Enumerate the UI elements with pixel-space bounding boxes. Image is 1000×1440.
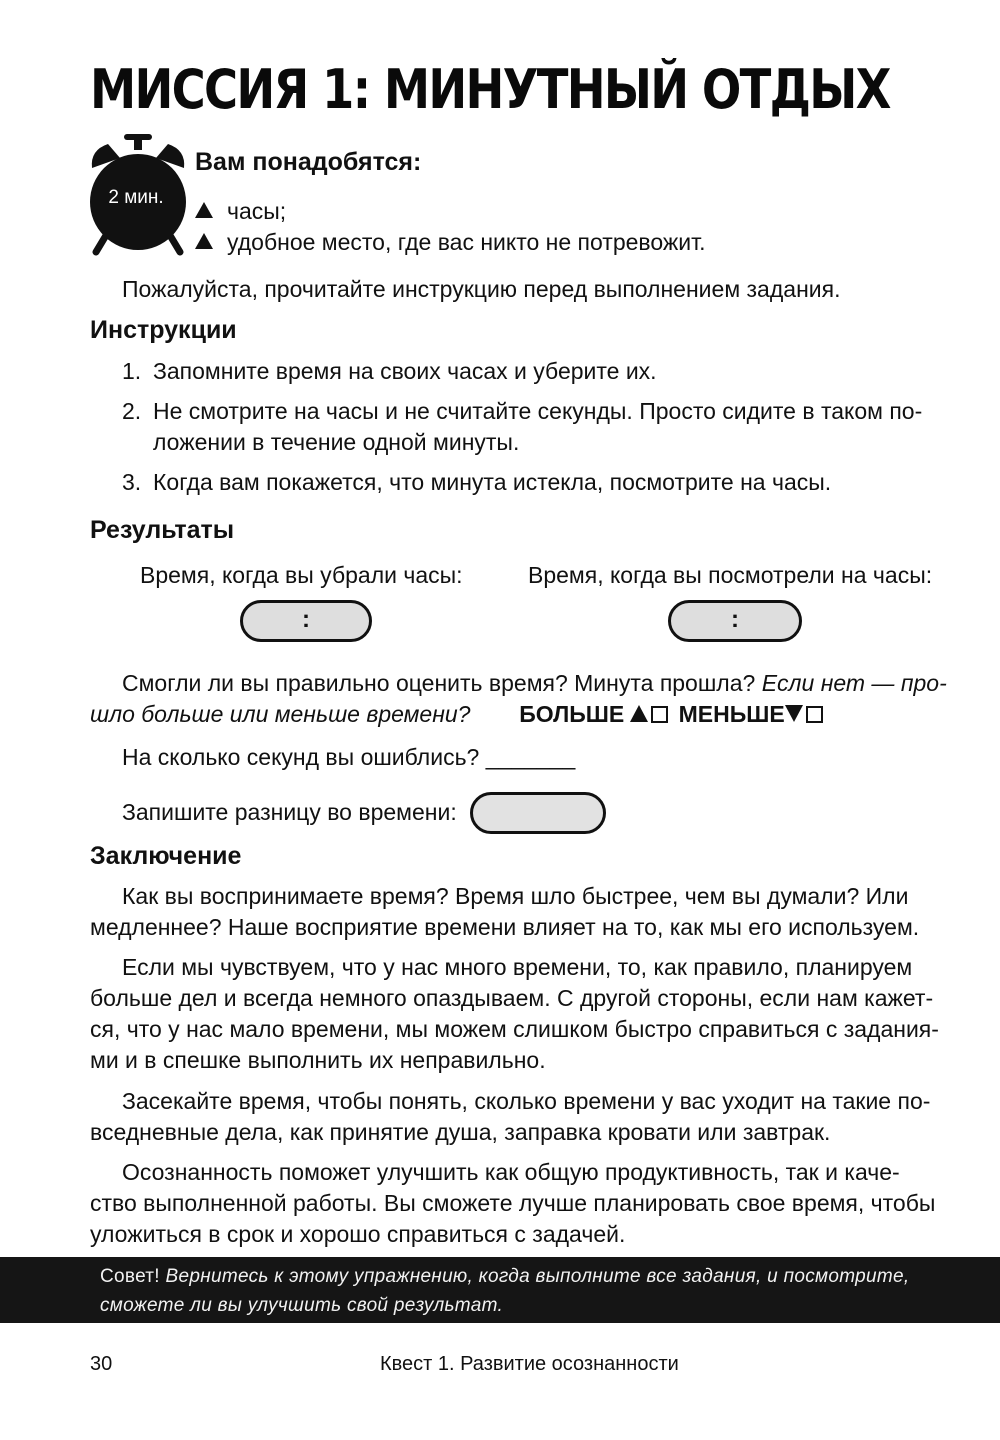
instruction-text: ложении в течение одной минуты. [153, 429, 520, 455]
triangle-bullet-icon [195, 233, 213, 249]
intro-text: Пожалуйста, прочитайте инструкцию перед выполнением задания. [122, 276, 841, 302]
conclusion-line: ся, что у нас мало времени, мы можем слишком быстро справиться с задания- [90, 1016, 939, 1042]
needs-item-text: часы; [227, 198, 287, 224]
start-time-label: Время, когда вы убрали часы: [140, 562, 463, 588]
estimate-question-italic: шло больше или меньше времени? [90, 701, 471, 727]
end-time-field[interactable] [668, 600, 802, 642]
chapter-title: Квест 1. Развитие осознанности [380, 1353, 679, 1375]
conclusion-line: больше дел и всегда немного опаздываем. С другой стороны, если нам кажет- [90, 985, 934, 1011]
estimate-question-italic: Если нет — про- [761, 670, 947, 696]
more-checkbox[interactable] [651, 706, 668, 723]
conclusion-line: уложиться в срок и хорошо справиться с задачей. [90, 1221, 626, 1247]
needs-item-text: удобное место, где вас никто не потревожит. [227, 229, 706, 255]
tip-text: сможете ли вы улучшить свой результат. [100, 1295, 504, 1316]
conclusion-line: Осознанность поможет улучшить как общую продуктивность, так и каче- [122, 1159, 900, 1185]
conclusion-line: Если мы чувствуем, что у нас много времени, то, как правило, планируем [122, 954, 913, 980]
less-checkbox[interactable] [806, 706, 823, 723]
tip-label: Совет! [100, 1266, 160, 1287]
error-question [122, 742, 575, 773]
difference-field[interactable] [470, 792, 606, 834]
conclusion-line: ми и в спешке выполнить их неправильно. [90, 1047, 546, 1073]
tip-line [100, 1291, 1000, 1320]
results-heading: Результаты [90, 516, 235, 544]
conclusion-heading: Заключение [90, 842, 242, 870]
start-time-field[interactable] [240, 600, 372, 642]
down-triangle-icon [785, 705, 803, 722]
tip-line [100, 1262, 1000, 1291]
difference-label: Запишите разницу во времени: [122, 799, 457, 825]
instruction-number: 1. [122, 358, 142, 384]
page-title: МИССИЯ 1: МИНУТНЫЙ ОТДЫХ [90, 58, 890, 121]
conclusion-line: Как вы воспринимаете время? Время шло быстрее, чем вы думали? Или [122, 883, 909, 909]
error-question-text: На сколько секунд вы ошиблись? [122, 744, 480, 770]
up-triangle-icon [630, 705, 648, 722]
instruction-text: Когда вам покажется, что минута истекла, посмотрите на часы. [153, 469, 832, 495]
triangle-bullet-icon [195, 202, 213, 218]
estimate-question-text: Смогли ли вы правильно оценить время? Минута прошла? [122, 670, 756, 696]
tip-text: Вернитесь к этому упражнению, когда выполните все задания, и посмотрите, [165, 1266, 910, 1287]
instruction-number: 3. [122, 469, 142, 495]
instructions-heading: Инструкции [90, 316, 237, 344]
less-label: МЕНЬШЕ [678, 701, 785, 727]
error-answer-blank[interactable]: _______ [485, 744, 576, 770]
needs-title: Вам понадобятся: [195, 148, 422, 176]
instruction-number: 2. [122, 398, 142, 424]
conclusion-line: вседневные дела, как принятие душа, заправка кровати или завтрак. [90, 1119, 831, 1145]
conclusion-line: медленнее? Наше восприятие времени влияет на то, как мы его используем. [90, 914, 920, 940]
page-number: 30 [90, 1353, 113, 1375]
estimate-question-continued [90, 699, 827, 730]
tip-banner [0, 1257, 1000, 1323]
time-separator: : [302, 605, 310, 633]
needs-item [195, 198, 286, 225]
conclusion-line: Засекайте время, чтобы понять, сколько времени у вас уходит на такие по- [122, 1088, 931, 1114]
more-label: БОЛЬШЕ [519, 701, 625, 727]
timer-label: 2 мин. [108, 187, 164, 208]
instruction-text: Не смотрите на часы и не считайте секунды. Просто сидите в таком по- [153, 398, 923, 424]
needs-item [195, 229, 706, 256]
instruction-text: Запомните время на своих часах и уберите их. [153, 358, 657, 384]
time-separator: : [731, 605, 739, 633]
estimate-question [122, 668, 947, 699]
conclusion-line: ство выполненной работы. Вы сможете лучше планировать свое время, чтобы [90, 1190, 936, 1216]
end-time-label: Время, когда вы посмотрели на часы: [528, 562, 933, 588]
